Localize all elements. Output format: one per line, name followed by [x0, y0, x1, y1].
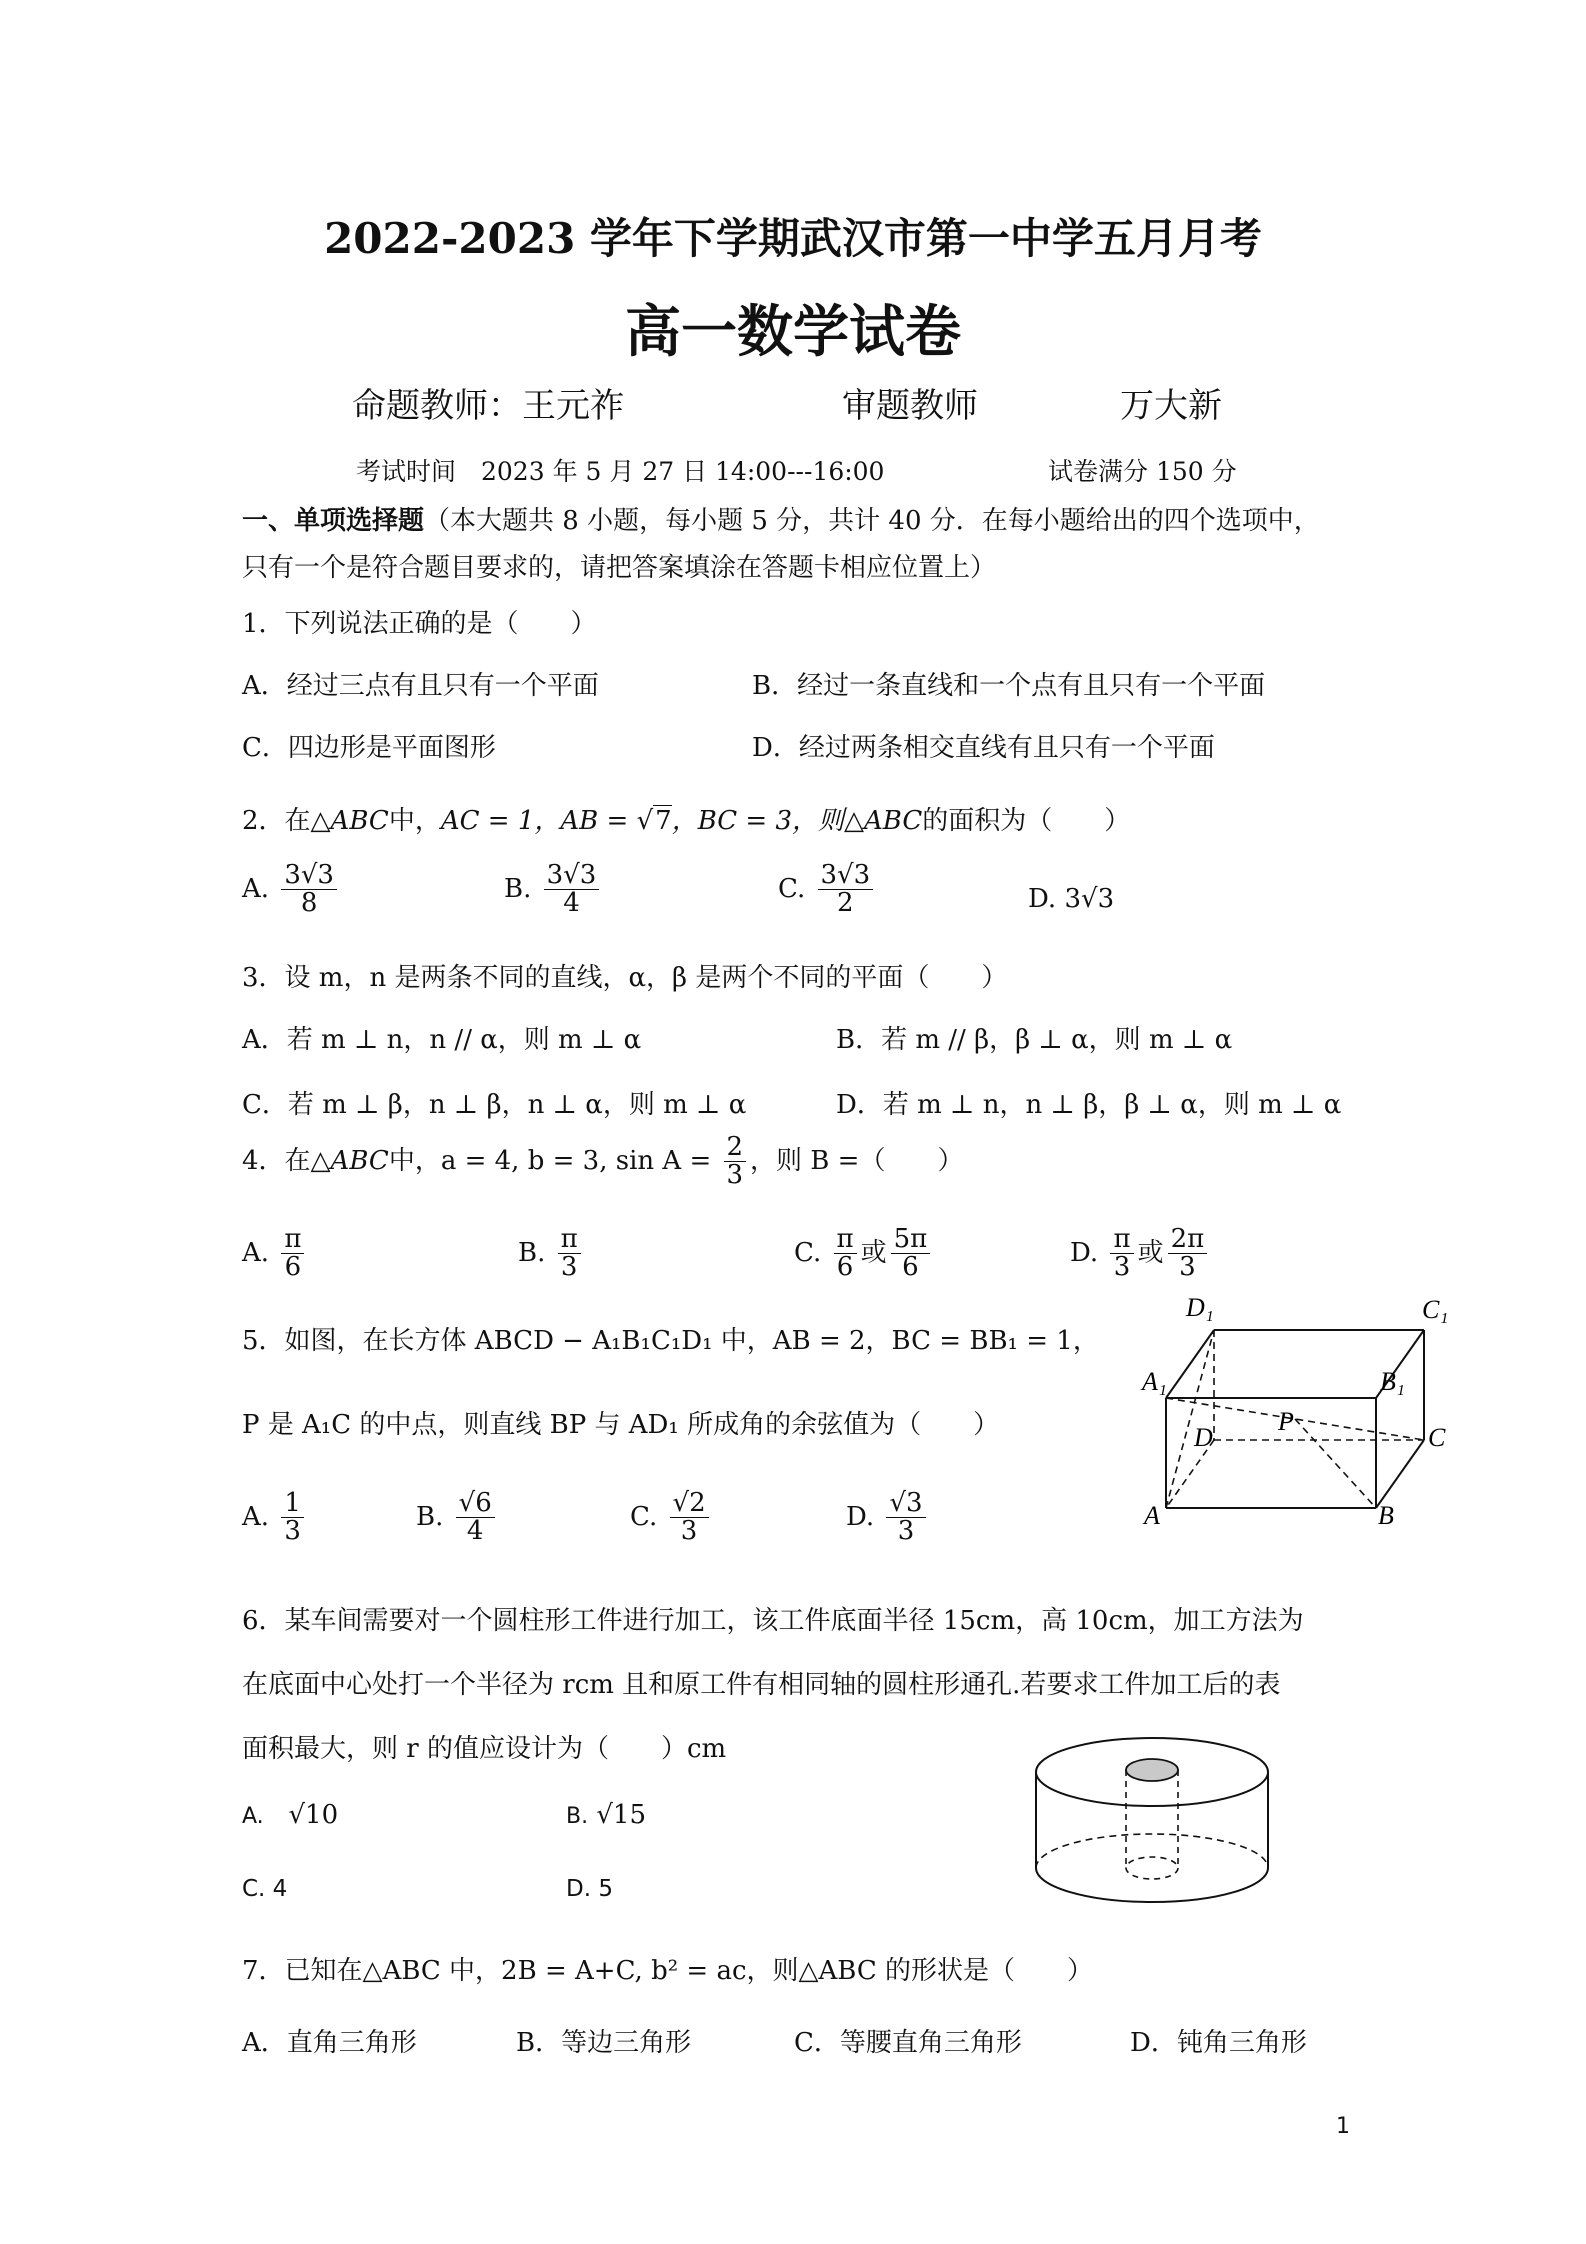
option-label: A.: [242, 1804, 264, 1829]
author-label: 命题教师：王元祚: [352, 386, 624, 426]
option-label: A.: [242, 873, 270, 904]
cuboid-figure: [1130, 1290, 1460, 1550]
q7-option-a: A．直角三角形: [242, 2028, 417, 2058]
frac-num: 1: [281, 1490, 304, 1518]
q5-option-c: [630, 1490, 713, 1546]
frac-num: √2: [670, 1490, 709, 1518]
reviewer-name: 万大新: [1120, 386, 1222, 426]
or-word: 或: [1137, 1237, 1164, 1268]
q4-text-2: 中，a = 4, b = 3, sin A =: [388, 1145, 712, 1176]
frac-den: 4: [466, 1516, 484, 1547]
label-c: C: [1428, 1423, 1446, 1452]
frac-num: π: [281, 1226, 304, 1254]
frac-num: 5π: [891, 1226, 931, 1254]
q6-option-a: [242, 1800, 338, 1830]
q1-option-d: D．经过两条相交直线有且只有一个平面: [752, 733, 1215, 763]
label-d: D: [1194, 1423, 1213, 1452]
option-label: A.: [242, 1237, 270, 1268]
or-word: 或: [860, 1237, 887, 1268]
option-label: C.: [778, 873, 806, 904]
frac-den: 3: [560, 1252, 578, 1283]
label-a1: A₁: [1142, 1367, 1167, 1396]
frac-num: 3√3: [544, 862, 600, 890]
q1-stem: 1．下列说法正确的是（ ）: [242, 609, 597, 639]
q6-line-3: 面积最大，则 r 的值应设计为（ ）cm: [242, 1734, 727, 1764]
frac-den: 3: [1113, 1252, 1131, 1283]
q6-option-c: C. 4: [242, 1876, 288, 1902]
option-label: C.: [794, 1237, 822, 1268]
frac-num: 2: [724, 1134, 747, 1162]
option-value: √15: [596, 1800, 647, 1830]
option-label: D.: [1028, 884, 1057, 914]
section-heading: [242, 500, 1320, 537]
full-score: 试卷满分 150 分: [1048, 457, 1237, 486]
section-title: 一、单项选择题: [242, 506, 425, 536]
q5-line-1: 5．如图，在长方体 ABCD − A₁B₁C₁D₁ 中，AB = 2，BC = BB₁ = 1，: [242, 1326, 1099, 1356]
q4-stem: [242, 1134, 963, 1190]
q3-option-c: C．若 m ⊥ β，n ⊥ β，n ⊥ α，则 m ⊥ α: [242, 1090, 747, 1120]
frac-num: π: [558, 1226, 581, 1254]
q4-text-1: 4．在: [242, 1145, 311, 1176]
q2-triangle: △ABC: [310, 806, 389, 836]
q2-text-1: 2．在: [242, 806, 311, 836]
q4-option-c: [794, 1226, 934, 1282]
frac-den: 3: [897, 1516, 915, 1547]
q3-option-b: B．若 m // β，β ⊥ α，则 m ⊥ α: [836, 1025, 1233, 1055]
option-value: 3√3: [1064, 884, 1115, 914]
option-label: A.: [242, 1501, 270, 1532]
frac-num: 3√3: [818, 862, 874, 890]
q7-option-c: C．等腰直角三角形: [794, 2028, 1022, 2058]
option-label: C.: [630, 1501, 658, 1532]
q2-text-3: 的面积为（ ）: [922, 806, 1131, 836]
frac-den: 3: [726, 1160, 744, 1191]
q2-triangle-2: △ABC: [844, 806, 923, 836]
q4-option-b: [518, 1226, 585, 1282]
label-p: P: [1278, 1407, 1294, 1436]
q2-option-a: [242, 862, 341, 918]
q5-option-a: [242, 1490, 308, 1546]
frac-den: 6: [836, 1252, 854, 1283]
page-number: 1: [1336, 2114, 1350, 2139]
q3-stem: 3．设 m，n 是两条不同的直线，α，β 是两个不同的平面（ ）: [242, 963, 1008, 993]
frac-den: 3: [284, 1516, 301, 1547]
option-label: B.: [416, 1501, 444, 1532]
q2-sqrt7: 7: [655, 806, 672, 836]
frac-num: 2π: [1168, 1226, 1208, 1254]
frac-num: π: [1110, 1226, 1133, 1254]
section-desc-2: 只有一个是符合题目要求的，请把答案填涂在答题卡相应位置上）: [242, 553, 997, 583]
q5-line-2: P 是 A₁C 的中点，则直线 BP 与 AD₁ 所成角的余弦值为（ ）: [242, 1410, 1000, 1440]
q2-text-2: 中，: [388, 806, 441, 836]
frac-den: 3: [1179, 1252, 1196, 1283]
q2-cond-2: AB =: [560, 806, 637, 836]
label-a: A: [1144, 1501, 1160, 1530]
frac-den: 8: [300, 888, 318, 919]
frac-den: 6: [902, 1252, 919, 1283]
label-b1: B₁: [1380, 1367, 1405, 1396]
label-c1: C₁: [1422, 1295, 1449, 1324]
frac-num: √6: [456, 1490, 495, 1518]
q7-option-b: B．等边三角形: [516, 2028, 692, 2058]
label-d1: D₁: [1186, 1293, 1214, 1322]
q4-option-a: [242, 1226, 308, 1282]
q1-option-a: A．经过三点有且只有一个平面: [242, 671, 599, 701]
q2-option-b: [504, 862, 603, 918]
reviewer-label: 审题教师: [842, 386, 978, 426]
frac-num: π: [834, 1226, 857, 1254]
option-value: √10: [288, 1800, 339, 1830]
q2-stem: 2．在△ABC中，AC = 1，AB = √7，BC = 3，则△ABC的面积为（ ）: [242, 806, 1131, 836]
section-desc-1: （本大题共 8 小题，每小题 5 分，共计 40 分．在每小题给出的四个选项中，: [424, 506, 1320, 536]
frac-den: 2: [837, 888, 854, 919]
q5-option-d: [846, 1490, 930, 1546]
q3-option-a: A．若 m ⊥ n，n // α，则 m ⊥ α: [242, 1025, 642, 1055]
exam-subtitle: 高一数学试卷: [625, 299, 961, 365]
q2-option-c: [778, 862, 877, 918]
q3-option-d: D．若 m ⊥ n，n ⊥ β，β ⊥ α，则 m ⊥ α: [836, 1090, 1342, 1120]
exam-title: 2022-2023 学年下学期武汉市第一中学五月月考: [324, 214, 1262, 263]
q2-cond-3: ，BC = 3，则: [671, 806, 845, 836]
cylinder-figure: [1030, 1730, 1280, 1920]
q4-text-3: ，则 B =（ ）: [750, 1145, 964, 1176]
q1-option-b: B．经过一条直线和一个点有且只有一个平面: [752, 671, 1266, 701]
q6-option-d: D. 5: [566, 1876, 613, 1902]
q2-option-d: [1028, 884, 1114, 914]
q4-triangle: △ABC: [310, 1145, 389, 1176]
q2-cond-1: AC = 1，: [440, 806, 561, 836]
q7-stem: 7．已知在△ABC 中，2B = A+C, b² = ac，则△ABC 的形状是（ ）: [242, 1956, 1094, 1986]
q5-option-b: [416, 1490, 499, 1546]
option-label: D.: [1070, 1237, 1099, 1268]
option-label: D.: [846, 1501, 875, 1532]
option-label: B.: [518, 1237, 546, 1268]
frac-den: 3: [680, 1516, 698, 1547]
option-label: B.: [566, 1804, 589, 1829]
q4-option-d: [1070, 1226, 1211, 1282]
frac-den: 4: [563, 888, 580, 919]
q7-option-d: D．钝角三角形: [1130, 2028, 1307, 2058]
frac-den: 6: [284, 1252, 302, 1283]
q1-option-c: C．四边形是平面图形: [242, 733, 496, 763]
q6-line-2: 在底面中心处打一个半径为 rcm 且和原工件有相同轴的圆柱形通孔.若要求工件加工后的表: [242, 1670, 1281, 1700]
q6-option-b: [566, 1800, 646, 1830]
label-b: B: [1378, 1501, 1394, 1530]
frac-num: 3√3: [281, 862, 337, 890]
q6-line-1: 6．某车间需要对一个圆柱形工件进行加工，该工件底面半径 15cm，高 10cm，加工方法为: [242, 1606, 1304, 1636]
frac-num: √3: [886, 1490, 925, 1518]
option-label: B.: [504, 873, 532, 904]
exam-time: 考试时间 2023 年 5 月 27 日 14:00---16:00: [356, 457, 885, 486]
